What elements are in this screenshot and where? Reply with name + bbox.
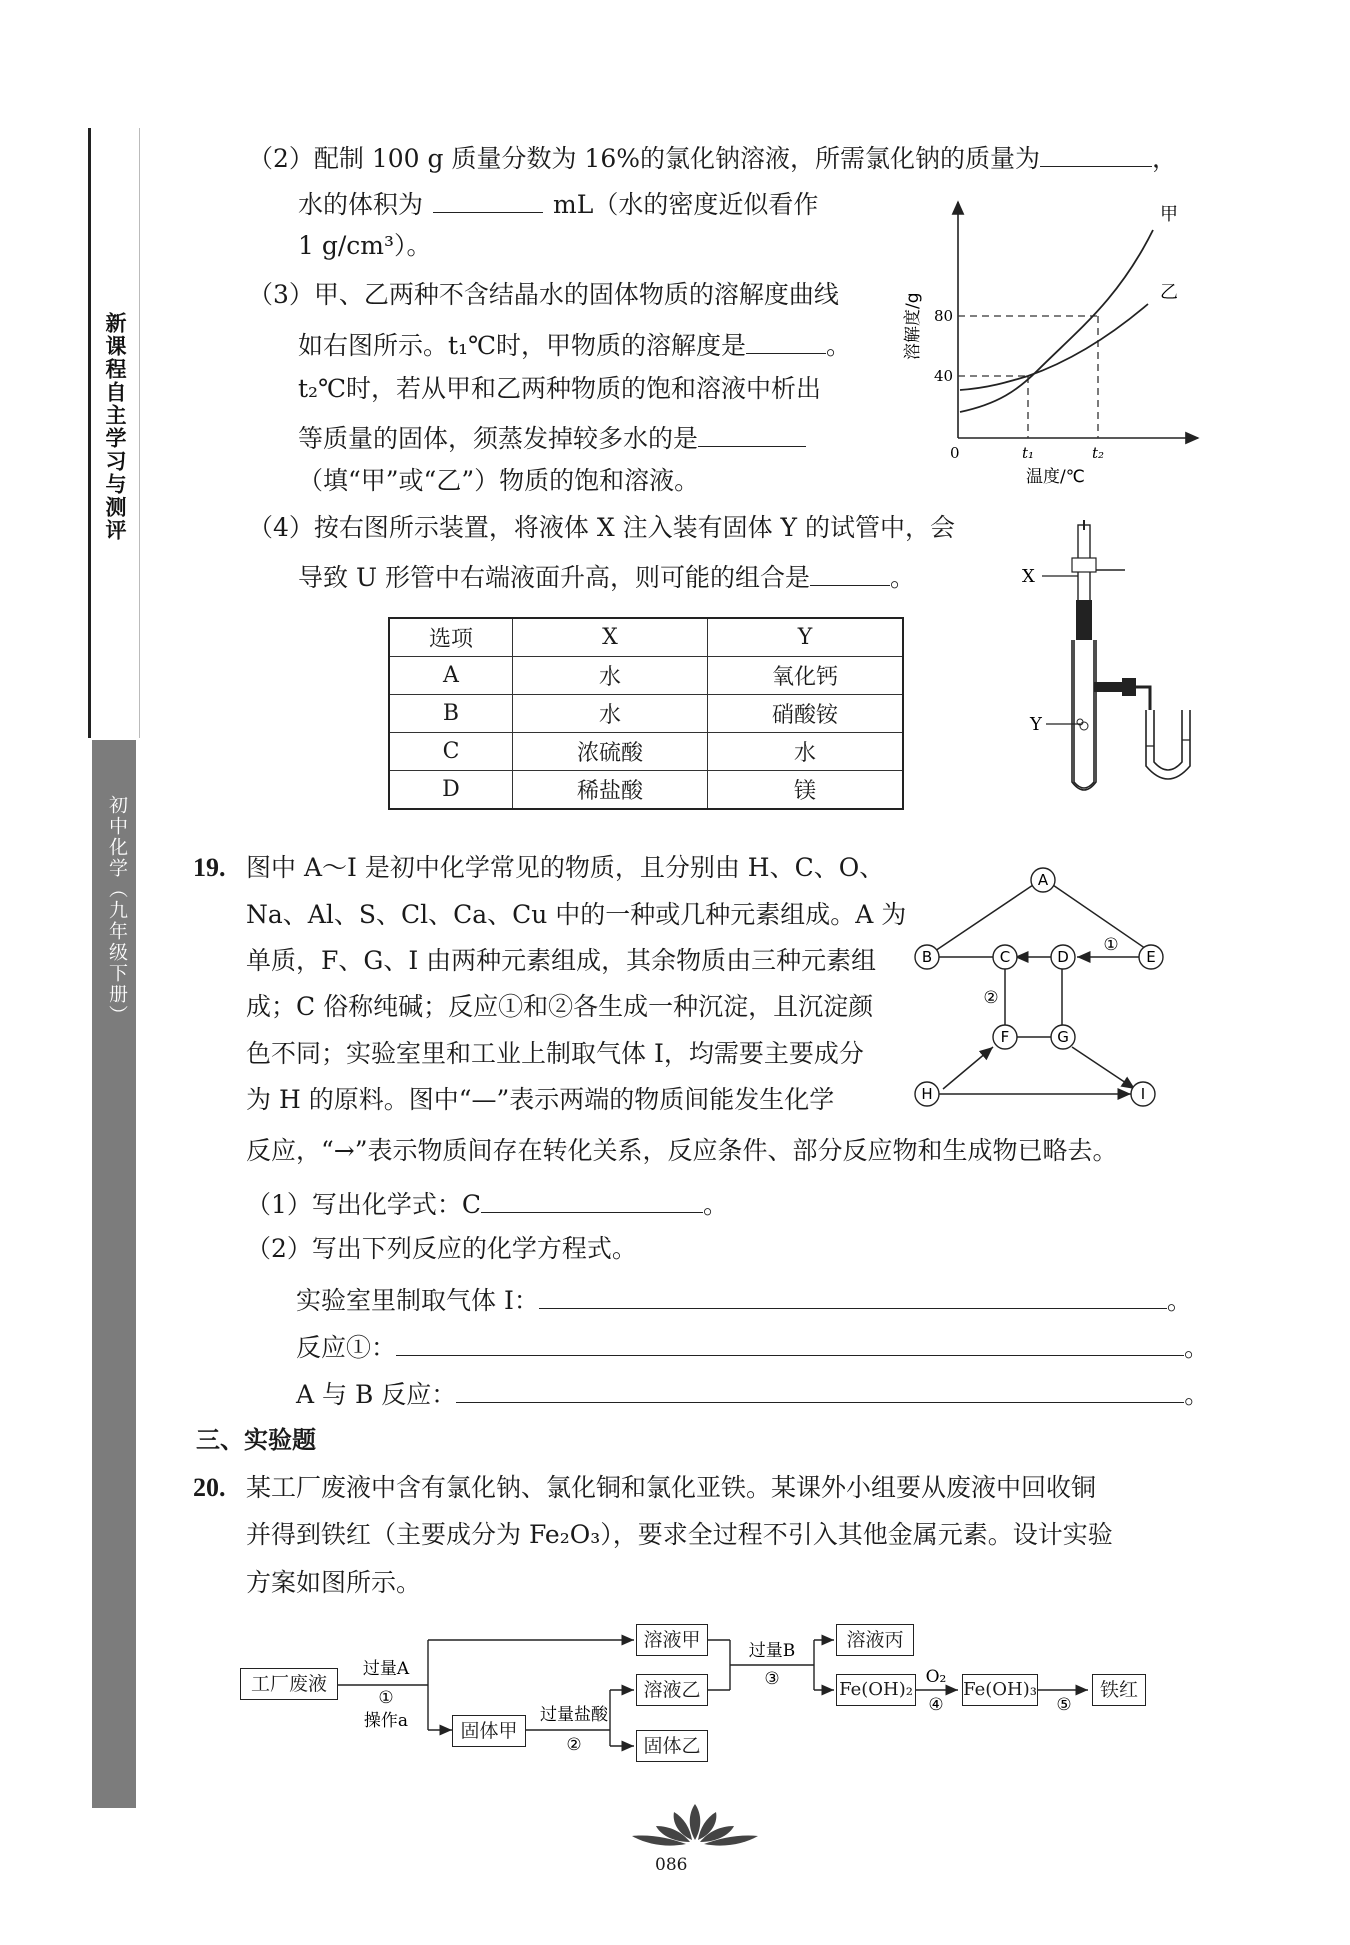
node-a: A [1037,871,1049,889]
u-tube [1146,710,1190,779]
x-axis-label: 温度/℃ [1026,467,1085,487]
step3-number: ③ [764,1669,780,1689]
q18-p3-line1: （3）甲、乙两种不含结晶水的固体物质的溶解度曲线 [248,280,839,309]
node-e: E [1146,948,1156,966]
series-yi-curve [960,304,1148,390]
feoh3-box: Fe(OH)₃ [962,1674,1038,1706]
q19-line5: 色不同；实验室里和工业上制取气体 I，均需要主要成分 [246,1039,864,1068]
answer-blank[interactable] [810,561,890,586]
table-row: B 水 硝酸铵 [389,695,903,733]
q19-sub2: （2）写出下列反应的化学方程式。 [246,1234,637,1263]
y-tick-80: 80 [934,307,954,325]
node-i: I [1140,1085,1146,1103]
step4-reagent: O₂ [925,1667,947,1687]
step3-reagent: 过量B [748,1641,796,1661]
q19-line6: 为 H 的原料。图中“—”表示两端的物质间能发生化学 [246,1085,835,1114]
q19-eq3: A 与 B 反应： 。 [296,1380,1210,1409]
q19-line7: 反应，“→”表示物质间存在转化关系，反应条件、部分反应物和生成物已略去。 [246,1136,1118,1165]
series-jia-curve [960,230,1153,412]
reaction-1-label: ① [1103,935,1119,955]
answer-blank[interactable] [456,1378,1184,1403]
sidebar-subject-label: 初中化学（九年级下册） [106,795,128,1026]
iron-red-box: 铁红 [1092,1674,1146,1706]
step4-number: ④ [928,1695,944,1715]
y-axis-label: 溶解度/g [903,292,923,360]
apparatus-diagram [1010,520,1210,800]
label-y: Y [1030,714,1042,735]
feoh2-box: Fe(OH)₂ [836,1674,916,1706]
answer-blank[interactable] [396,1331,1184,1356]
step2-number: ② [566,1735,582,1755]
answer-blank[interactable] [481,1188,703,1213]
q20-line3: 方案如图所示。 [246,1568,422,1597]
origin-label: 0 [950,444,960,462]
answer-blank[interactable] [433,188,543,213]
node-f: F [1000,1028,1010,1046]
process-flow-diagram [230,1610,1190,1770]
q18-p4-line1: （4）按右图所示装置，将液体 X 注入装有固体 Y 的试管中，会 [248,513,955,542]
q18-p3-line5: （填“甲”或“乙”）物质的饱和溶液。 [298,466,700,495]
page-number: 086 [655,1855,688,1875]
q19-line2: Na、Al、S、Cl、Ca、Cu 中的一种或几种元素组成。A 为 [246,900,907,929]
answer-blank[interactable] [1040,142,1152,167]
ornament-icon [620,1800,770,1850]
q19-number: 19. [193,853,226,882]
q18-p3-line3: t₂℃时，若从甲和乙两种物质的饱和溶液中析出 [298,374,822,403]
q18-p3-line4: 等质量的固体，须蒸发掉较多水的是 [298,422,806,451]
q18-p3-line2: 如右图所示。t₁℃时，甲物质的溶解度是 。 [298,331,852,360]
q19-eq2: 反应①： 。 [296,1333,1210,1362]
step1-operation: 操作a [363,1711,409,1731]
section-heading: 三、实验题 [196,1426,316,1454]
x-tick-t1: t₁ [1022,444,1035,462]
answer-blank[interactable] [698,422,806,447]
reaction-network-diagram [905,860,1185,1120]
q18-p4-line2: 导致 U 形管中右端液面升高，则可能的组合是 。 [298,563,915,592]
q18-p2-line2: 水的体积为 mL（水的密度近似看作 [298,190,819,219]
label-x: X [1022,566,1035,587]
node-g: G [1057,1028,1069,1046]
solubility-chart [898,190,1208,490]
q18-p2-line1: （2）配制 100 g 质量分数为 16%的氯化钠溶液，所需氯化钠的质量为 ， [248,144,1177,173]
solid-b-box: 固体乙 [636,1730,708,1762]
reaction-2-label: ② [983,988,999,1008]
test-tube [1074,640,1094,788]
step1-reagent: 过量A [362,1659,410,1679]
series-yi-label: 乙 [1160,282,1178,303]
q19-line4: 成；C 俗称纯碱；反应①和②各生成一种沉淀，且沉淀颜 [246,992,874,1021]
node-b: B [921,948,933,966]
series-jia-label: 甲 [1160,204,1178,225]
solid-a-box: 固体甲 [452,1715,526,1747]
options-table [388,617,904,810]
step1-number: ① [378,1688,394,1708]
node-h: H [921,1085,933,1103]
table-header-row: 选项 X Y [389,618,903,657]
solution-a-box: 溶液甲 [636,1624,708,1656]
solution-c-box: 溶液丙 [836,1624,914,1656]
sidebar-series-title: 新课程自主学习与测评 [103,312,127,542]
node-c: C [999,948,1011,966]
solution-b-box: 溶液乙 [636,1674,708,1706]
q19-eq1: 实验室里制取气体 I： 。 [296,1286,1192,1315]
q19-sub1: （1）写出化学式：C 。 [246,1190,729,1219]
table-row: A 水 氧化钙 [389,657,903,695]
step2-reagent: 过量盐酸 [540,1705,608,1725]
table-row: C 浓硫酸 水 [389,733,903,771]
q19-line3: 单质，F、G、I 由两种元素组成，其余物质由三种元素组 [246,946,877,975]
answer-blank[interactable] [539,1284,1167,1309]
node-d: D [1057,948,1069,966]
q19-line1: 图中 A～I 是初中化学常见的物质，且分别由 H、C、O、 [246,853,885,882]
waste-liquid-box: 工厂废液 [240,1668,338,1700]
q20-line1: 某工厂废液中含有氯化钠、氯化铜和氯化亚铁。某课外小组要从废液中回收铜 [246,1473,1097,1502]
step5-number: ⑤ [1056,1695,1072,1715]
y-tick-40: 40 [934,367,954,385]
stopper [1076,600,1092,640]
q20-number: 20. [193,1473,226,1502]
answer-blank[interactable] [746,329,826,354]
q20-line2: 并得到铁红（主要成分为 Fe₂O₃），要求全过程不引入其他金属元素。设计实验 [246,1520,1113,1549]
x-tick-t2: t₂ [1092,444,1105,462]
q18-p2-line3: 1 g/cm³）。 [298,231,432,260]
table-row: D 稀盐酸 镁 [389,771,903,810]
